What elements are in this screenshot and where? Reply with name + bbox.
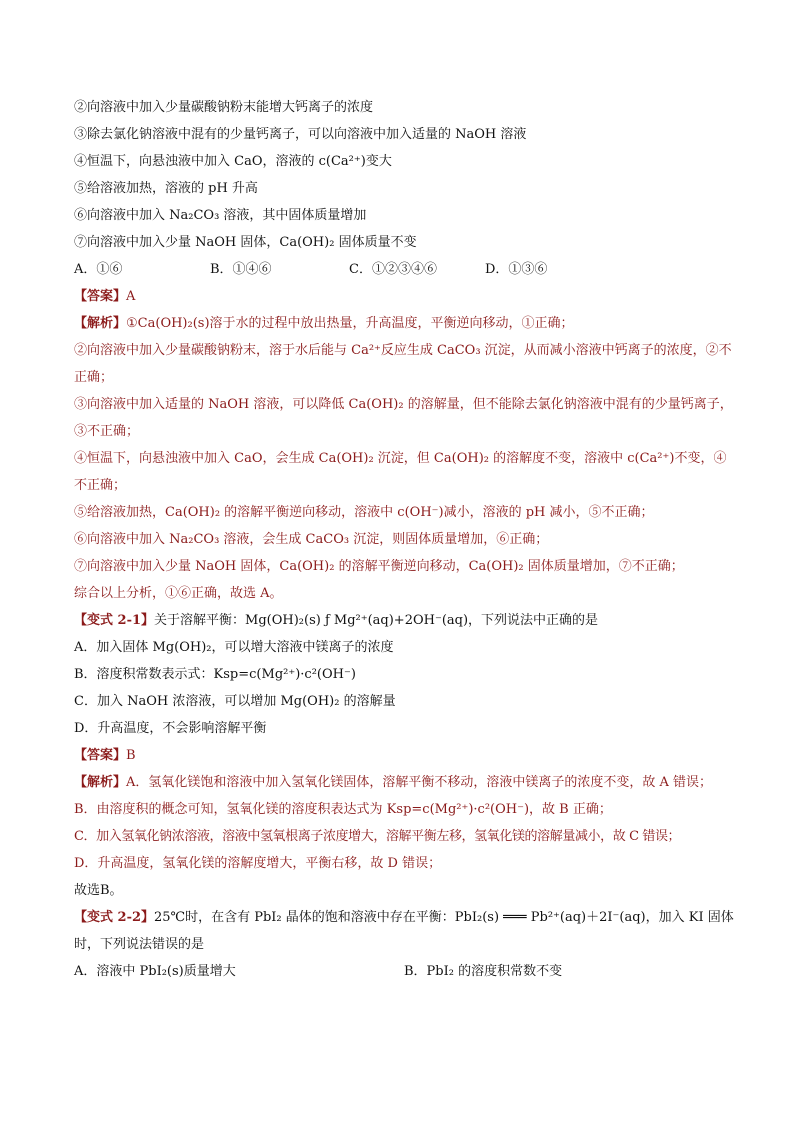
q2-stem <box>74 607 734 634</box>
q3-option-a: A．溶液中 PbI₂(s)质量增大 <box>74 964 236 979</box>
q2-answer-tag: 【答案】 <box>74 748 127 763</box>
q1-option-c: C．①②③④⑥ <box>349 262 437 277</box>
q2-analysis-line-c: C．加入氢氧化钠浓溶液，溶液中氢氧根离子浓度增大，溶解平衡左移，氢氧化镁的溶解量减小，故 C 错误； <box>74 829 681 844</box>
q3-stem-text: 25℃时，在含有 PbI₂ 晶体的饱和溶液中存在平衡：PbI₂(s) ═══ Pb²⁺(aq)＋2I⁻(aq)，加入 KI 固体时，下列说法错误的是 <box>74 910 734 952</box>
q2-analysis-line-a: A．氢氧化镁饱和溶液中加入氢氧化镁固体，溶解平衡不移动，溶液中镁离子的浓度不变，故 A 错误； <box>126 775 713 790</box>
q1-answer-tag: 【答案】 <box>74 289 127 304</box>
q1-analysis-line-3: ③向溶液中加入适量的 NaOH 溶液，可以降低 Ca(OH)₂ 的溶解量，但不能除去氯化钠溶液中混有的少量钙离子，③不正确； <box>74 397 733 439</box>
q1-analysis-line-1: ①Ca(OH)₂(s)溶于水的过程中放出热量，升高温度，平衡逆向移动，①正确； <box>126 316 574 331</box>
q1-analysis-line-4: ④恒温下，向悬浊液中加入 CaO，会生成 Ca(OH)₂ 沉淀，但 Ca(OH)₂ 的溶解度不变，溶液中 c(Ca²⁺)不变，④不正确； <box>74 451 727 493</box>
q2-tag: 【变式 2-1】 <box>74 613 155 628</box>
q2-option-a: A．加入固体 Mg(OH)₂，可以增大溶液中镁离子的浓度 <box>74 640 394 655</box>
q1-option-b: B．①④⑥ <box>210 262 272 277</box>
statement-5: ⑤给溶液加热，溶液的 pH 升高 <box>74 181 258 196</box>
q1-option-d: D．①③⑥ <box>485 262 548 277</box>
q1-option-a: A．①⑥ <box>74 262 123 277</box>
q2-answer <box>74 742 734 769</box>
q2-option-c: C．加入 NaOH 浓溶液，可以增加 Mg(OH)₂ 的溶解量 <box>74 694 396 709</box>
q2-analysis-line-d: D．升高温度，氢氧化镁的溶解度增大，平衡右移，故 D 错误； <box>74 856 442 871</box>
q3-option-b: B．PbI₂ 的溶度积常数不变 <box>404 964 563 979</box>
question-statements <box>74 94 734 256</box>
q3-options <box>74 958 734 985</box>
statement-2: ②向溶液中加入少量碳酸钠粉末能增大钙离子的浓度 <box>74 100 374 115</box>
q2-answer-value: B <box>126 748 136 763</box>
q2-option-d: D．升高温度，不会影响溶解平衡 <box>74 721 267 736</box>
statement-3: ③除去氯化钠溶液中混有的少量钙离子，可以向溶液中加入适量的 NaOH 溶液 <box>74 127 527 142</box>
q1-analysis-line-6: ⑥向溶液中加入 Na₂CO₃ 溶液，会生成 CaCO₃ 沉淀，则固体质量增加，⑥正确； <box>74 532 549 547</box>
statement-6: ⑥向溶液中加入 Na₂CO₃ 溶液，其中固体质量增加 <box>74 208 367 223</box>
statement-4: ④恒温下，向悬浊液中加入 CaO，溶液的 c(Ca²⁺)变大 <box>74 154 392 169</box>
statement-7: ⑦向溶液中加入少量 NaOH 固体，Ca(OH)₂ 固体质量不变 <box>74 235 417 250</box>
q2-stem-text: 关于溶解平衡：Mg(OH)₂(s) ƒ Mg²⁺(aq)+2OH⁻(aq)，下列说法中正确的是 <box>154 613 599 628</box>
q2-conclusion: 故选B。 <box>74 883 123 898</box>
q1-analysis-line-5: ⑤给溶液加热，Ca(OH)₂ 的溶解平衡逆向移动，溶液中 c(OH⁻)减小，溶液的 pH 减小，⑤不正确； <box>74 505 654 520</box>
document-page <box>74 94 734 985</box>
q1-answer-value: A <box>126 289 136 304</box>
q1-options <box>74 256 734 283</box>
q3-stem <box>74 904 734 958</box>
q1-analysis-line-7: ⑦向溶液中加入少量 NaOH 固体，Ca(OH)₂ 的溶解平衡逆向移动，Ca(OH)₂ 固体质量增加，⑦不正确； <box>74 559 684 574</box>
q1-analysis <box>74 310 734 607</box>
q2-analysis-line-b: B．由溶度积的概念可知，氢氧化镁的溶度积表达式为 Ksp=c(Mg²⁺)·c²(OH⁻)，故 B 正确； <box>74 802 612 817</box>
q1-analysis-conclusion: 综合以上分析，①⑥正确，故选 A。 <box>74 586 283 601</box>
q1-answer <box>74 283 734 310</box>
q1-analysis-line-2: ②向溶液中加入少量碳酸钠粉末，溶于水后能与 Ca²⁺反应生成 CaCO₃ 沉淀，从而减小溶液中钙离子的浓度，②不正确； <box>74 343 732 385</box>
q2-analysis <box>74 769 734 904</box>
q2-analysis-tag: 【解析】 <box>74 775 127 790</box>
q2-option-b: B．溶度积常数表示式：Ksp=c(Mg²⁺)·c²(OH⁻) <box>74 667 356 682</box>
q1-analysis-tag: 【解析】 <box>74 316 127 331</box>
q3-tag: 【变式 2-2】 <box>74 910 155 925</box>
